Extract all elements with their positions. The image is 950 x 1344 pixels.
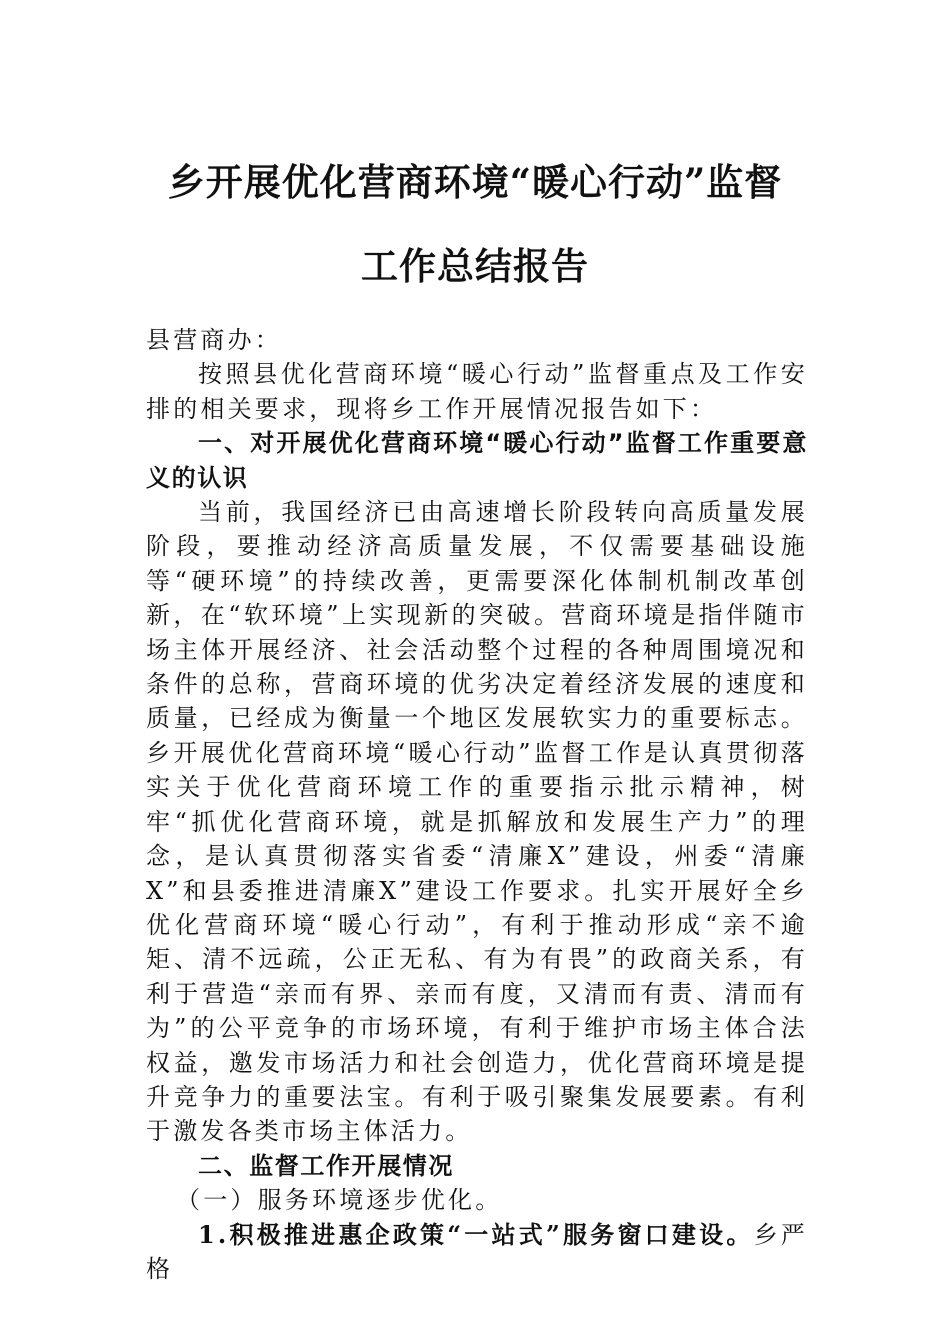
section-2-heading: 二、监督工作开展情况	[198, 1151, 454, 1180]
document-title: 乡开展优化营商环境“暖心行动”监督工作总结报告	[167, 160, 783, 288]
subsection-1-heading: （一）服务环境逐步优化。	[176, 1186, 503, 1215]
document-body	[146, 323, 808, 1286]
salutation: 县营商办：	[146, 326, 282, 354]
item-1-paragraph	[146, 1218, 808, 1287]
item-1-text: 乡严格	[146, 1220, 808, 1283]
intro-paragraph: 按照县优化营商环境“暖心行动”监督重点及工作安排的相关要求，现将乡工作开展情况报告如下：	[146, 360, 808, 423]
section-1-heading: 一、对开展优化营商环境“暖心行动”监督工作重要意义的认识	[146, 429, 808, 492]
section-1-paragraph: 当前，我国经济已由高速增长阶段转向高质量发展阶段，要推动经济高质量发展，不仅需要基础设施等“硬环境”的持续改善，更需要深化体制机制改革创新，在“软环境”上实现新的突破。营商环境是指伴随市场主体开展经济、社会活动整个过程的各种周围境况和条件的总称，营商环境的优劣决定着经济发展的速度和质量，已经成为衡量一个地区发展软实力的重要标志。乡开展优化营商环境“暖心行动”监督工作是认真贯彻落实关于优化营商环境工作的重要指示批示精神，树牢“抓优化营商环境，就是抓解放和发展生产力”的理念，是认真贯彻落实省委“清廉X”建设，州委“清廉X”和县委推进清廉X”建设工作要求。扎实开展好全乡优化营商环境“暖心行动”，有利于推动形成“亲不逾矩、清不远疏，公正无私、有为有畏”的政商关系，有利于营造“亲而有界、亲而有度，又清而有责、清而有为”的公平竞争的市场环境，有利于维护市场主体合法权益，邀发市场活力和社会创造力，优化营商环境是提升竞争力的重要法宝。有利于吸引聚集发展要素。有利于激发各类市场主体活力。	[146, 498, 808, 1146]
item-1-title: 1.积极推进惠企政策“一站式”服务窗口建设。	[198, 1219, 754, 1249]
